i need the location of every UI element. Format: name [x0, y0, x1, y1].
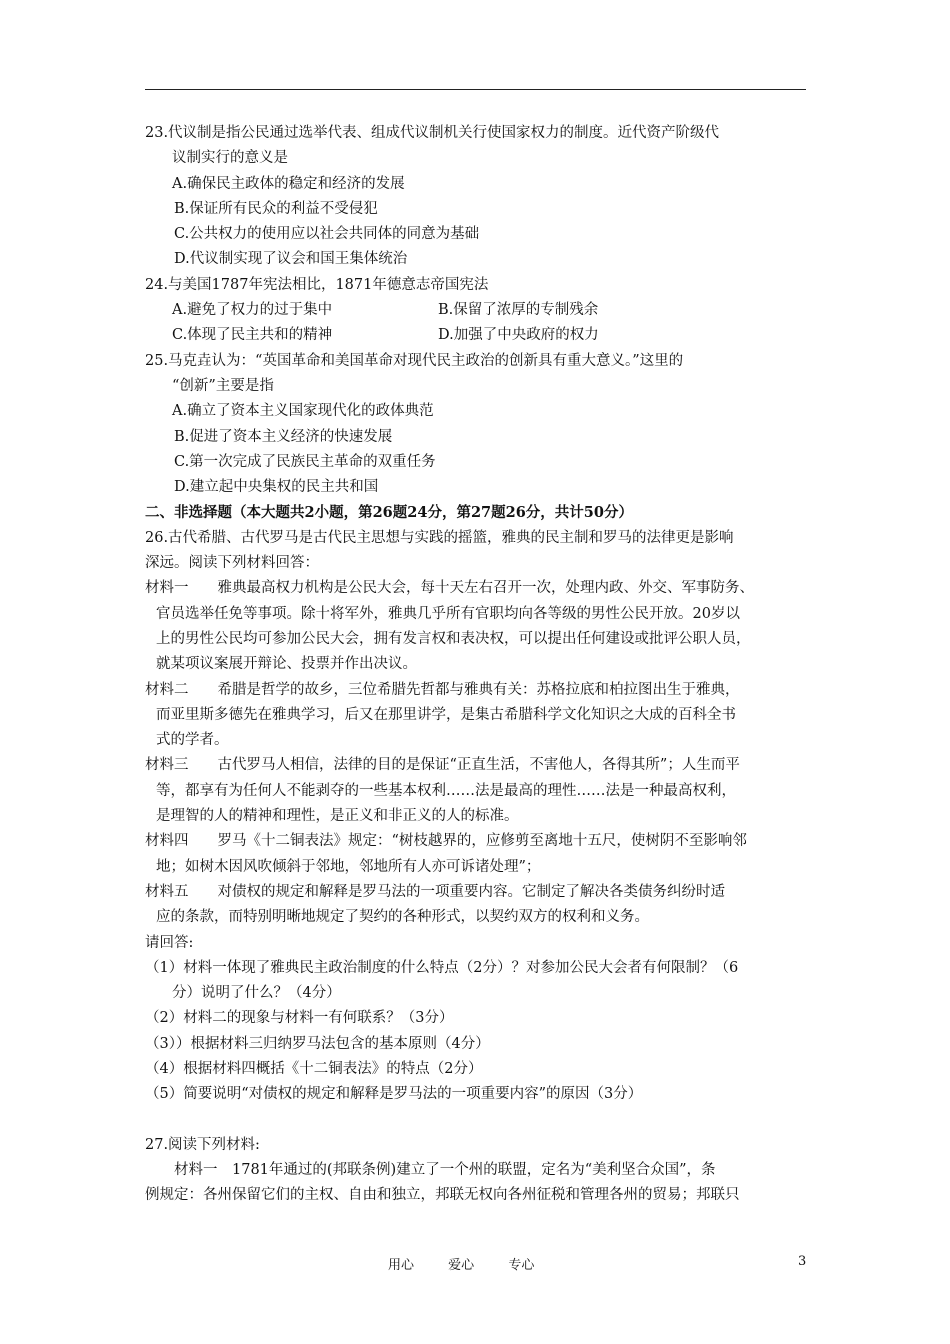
option-b: B.保留了浓厚的专制残余	[438, 302, 599, 319]
question-intro: 深远。阅读下列材料回答：	[145, 555, 319, 572]
material-2: 式的学者。	[156, 732, 229, 749]
option-a: A.确保民主政体的稳定和经济的发展	[172, 175, 405, 192]
option-d: D.建立起中央集权的民主共和国	[174, 479, 379, 496]
sub-question-5: （5）简要说明“对债权的规定和解释是罗马法的一项重要内容”的原因（3分）	[145, 1086, 643, 1103]
option-b: B.保证所有民众的利益不受侵犯	[174, 200, 378, 217]
option-c: C.第一次完成了民族民主革命的双重任务	[174, 453, 436, 470]
question-stem: 24.与美国1787年宪法相比，1871年德意志帝国宪法	[145, 276, 489, 293]
material-2: 而亚里斯多德先在雅典学习，后又在那里讲学，是集古希腊科学文化知识之大成的百科全书	[156, 706, 736, 723]
material-3: 等，都享有为任何人不能剥夺的一些基本权利……法是最高的理性……法是一种最高权利，	[156, 782, 736, 799]
sub-question-4: （4）根据材料四概括《十二铜表法》的特点（2分）	[145, 1060, 483, 1077]
option-d: D.加强了中央政府的权力	[438, 327, 599, 344]
sub-question-1: 分）说明了什么？（4分）	[172, 985, 341, 1002]
option-a: A.确立了资本主义国家现代化的政体典范	[172, 403, 434, 420]
sub-question-1: （1）材料一体现了雅典民主政治制度的什么特点（2分）？对参加公民大会者有何限制？（6	[145, 959, 739, 976]
material-3: 是理智的人的精神和理性，是正义和非正义的人的标准。	[156, 808, 519, 825]
question-intro: 26.古代希腊、古代罗马是古代民主思想与实践的摇篮，雅典的民主制和罗马的法律更是影响	[145, 529, 734, 546]
option-b: B.促进了资本主义经济的快速发展	[174, 428, 393, 445]
footer-slogan-word: 用心	[388, 1258, 415, 1273]
footer-slogan-word: 专心	[508, 1258, 535, 1273]
question-stem: 议制实行的意义是	[172, 150, 288, 167]
question-24	[145, 273, 813, 349]
material-1: 就某项议案展开辩论、投票并作出决议。	[156, 656, 417, 673]
material-1: 例规定：各州保留它们的主权、自由和独立，邦联无权向各州征税和管理各州的贸易；邦联只	[145, 1187, 740, 1204]
page-body	[145, 121, 813, 1209]
material-1: 上的男性公民均可参加公民大会，拥有发言权和表决权，可以提出任何建设或批评公职人员，	[156, 630, 751, 647]
material-2: 材料二 希腊是哲学的故乡，三位希腊先哲都与雅典有关：苏格拉底和柏拉图出生于雅典，	[145, 681, 740, 698]
option-c: C.公共权力的使用应以社会共同体的同意为基础	[174, 226, 480, 243]
question-stem: 23.代议制是指公民通过选举代表、组成代议制机关行使国家权力的制度。近代资产阶级代	[145, 125, 720, 141]
material-5: 应的条款，而特别明晰地规定了契约的各种形式，以契约双方的权利和义务。	[156, 909, 649, 926]
option-c: C.体现了民主共和的精神	[172, 327, 333, 344]
material-1: 材料一 雅典最高权力机构是公民大会，每十天左右召开一次，处理内政、外交、军事防务、	[145, 580, 754, 597]
question-27	[145, 1133, 813, 1209]
answer-prompt: 请回答:	[145, 934, 194, 951]
sub-question-2: （2）材料二的现象与材料一有何联系？（3分）	[145, 1010, 454, 1027]
footer-slogan-word: 爱心	[448, 1258, 475, 1273]
material-4: 材料四 罗马《十二铜表法》规定：“树枝越界的，应修剪至离地十五尺，使树阴不至影响邻	[145, 833, 747, 850]
question-stem: “创新”主要是指	[172, 377, 274, 394]
question-23	[145, 121, 813, 273]
header-rule	[145, 89, 806, 90]
material-4: 地；如树木因风吹倾斜于邻地，邻地所有人亦可诉诸处理”；	[156, 858, 541, 875]
sub-question-3: （3））根据材料三归纳罗马法包含的基本原则（4分）	[145, 1035, 490, 1052]
footer-slogan	[388, 1254, 564, 1273]
option-d: D.代议制实现了议会和国王集体统治	[174, 251, 408, 268]
page-number: 3	[798, 1254, 807, 1269]
material-3: 材料三 古代罗马人相信，法律的目的是保证“正直生活，不害他人，各得其所”；人生而平	[145, 757, 740, 774]
question-intro: 27.阅读下列材料:	[145, 1136, 260, 1153]
material-1: 官员选举任免等事项。除十将军外，雅典几乎所有官职均向各等级的男性公民开放。20岁以	[156, 605, 740, 622]
option-a: A.避免了权力的过于集中	[172, 302, 333, 319]
section-heading: 二、非选择题（本大题共2小题，第26题24分，第27题26分，共计50分）	[145, 504, 633, 522]
question-25	[145, 349, 813, 501]
option-row	[145, 323, 813, 348]
option-row	[145, 298, 813, 323]
question-stem: 25.马克垚认为：“英国革命和美国革命对现代民主政治的创新具有重大意义。”这里的	[145, 352, 684, 369]
material-1: 材料一 1781年通过的(邦联条例)建立了一个州的联盟，定名为“美利坚合众国”，条	[174, 1162, 716, 1179]
material-5: 材料五 对债权的规定和解释是罗马法的一项重要内容。它制定了解决各类债务纠纷时适	[145, 883, 725, 900]
question-26	[145, 526, 813, 1108]
